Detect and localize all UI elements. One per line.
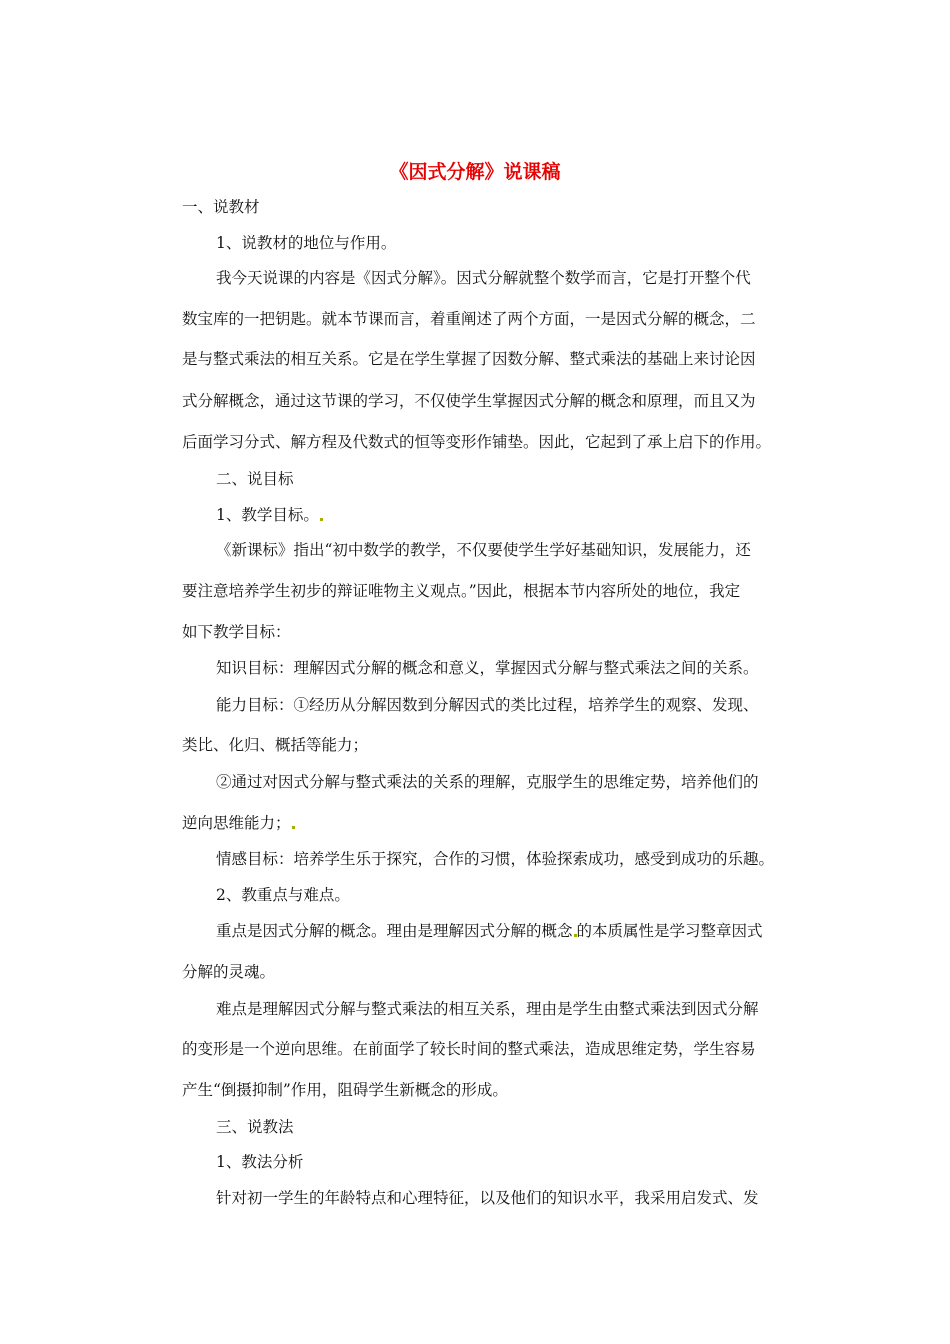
- section-heading: 三、说教法: [216, 1118, 294, 1136]
- paragraph-line: 重点是因式分解的概念。理由是理解因式分解的概念 的本质属性是学习整章因式: [216, 922, 763, 940]
- paragraph-line: 能力目标：①经历从分解因数到分解因式的类比过程，培养学生的观察、发现、: [216, 696, 759, 714]
- paragraph-line: 数宝库的一把钥匙。就本节课而言，着重阐述了两个方面，一是因式分解的概念，二: [182, 310, 756, 328]
- paragraph-line: 是与整式乘法的相互关系。它是在学生掌握了因数分解、整式乘法的基础上来讨论因: [182, 350, 756, 368]
- section-heading: 一、说教材: [182, 198, 260, 216]
- paragraph-line: 分解的灵魂。: [182, 963, 276, 981]
- margin-mark: [292, 826, 295, 829]
- subsection-heading: 1、教学目标。: [216, 505, 323, 525]
- paragraph-line: 后面学习分式、解方程及代数式的恒等变形作铺垫。因此，它起到了承上启下的作用。: [182, 433, 772, 451]
- paragraph-line: 我今天说课的内容是《因式分解》。因式分解就整个数学而言，它是打开整个代: [216, 269, 751, 287]
- paragraph-line: 要注意培养学生初步的辩证唯物主义观点。”因此，根据本节内容所处的地位，我定: [182, 582, 741, 600]
- paragraph-line: 《新课标》指出“初中数学的教学，不仅要使学生学好基础知识，发展能力，还: [216, 541, 751, 559]
- paragraph-line: 逆向思维能力；: [182, 813, 295, 833]
- paragraph-line: ②通过对因式分解与整式乘法的关系的理解，克服学生的思维定势，培养他们的: [216, 773, 759, 791]
- paragraph-line: 难点是理解因式分解与整式乘法的相互关系，理由是学生由整式乘法到因式分解: [216, 1000, 759, 1018]
- subsection-heading: 1、教法分析: [216, 1153, 304, 1171]
- margin-mark: [320, 518, 323, 521]
- paragraph-line: 的变形是一个逆向思维。在前面学了较长时间的整式乘法，造成思维定势，学生容易: [182, 1040, 756, 1058]
- paragraph-line: 类比、化归、概括等能力；: [182, 736, 369, 754]
- subsection-heading: 1、说教材的地位与作用。: [216, 234, 397, 252]
- paragraph-line: 如下教学目标：: [182, 623, 291, 641]
- paragraph-line: 知识目标：理解因式分解的概念和意义，掌握因式分解与整式乘法之间的关系。: [216, 659, 759, 677]
- paragraph-line: 式分解概念，通过这节课的学习，不仅使学生掌握因式分解的概念和原理，而且又为: [182, 392, 756, 410]
- document-title: 《因式分解》说课稿: [389, 161, 561, 183]
- section-heading: 二、说目标: [216, 470, 294, 488]
- paragraph-line: 情感目标：培养学生乐于探究，合作的习惯，体验探索成功，感受到成功的乐趣。: [216, 850, 775, 868]
- subsection-heading: 2、教重点与难点。: [216, 886, 350, 904]
- paragraph-line: 产生“倒摄抑制”作用，阻碍学生新概念的形成。: [182, 1081, 508, 1099]
- paragraph-line: 针对初一学生的年龄特点和心理特征，以及他们的知识水平，我采用启发式、发: [216, 1189, 759, 1207]
